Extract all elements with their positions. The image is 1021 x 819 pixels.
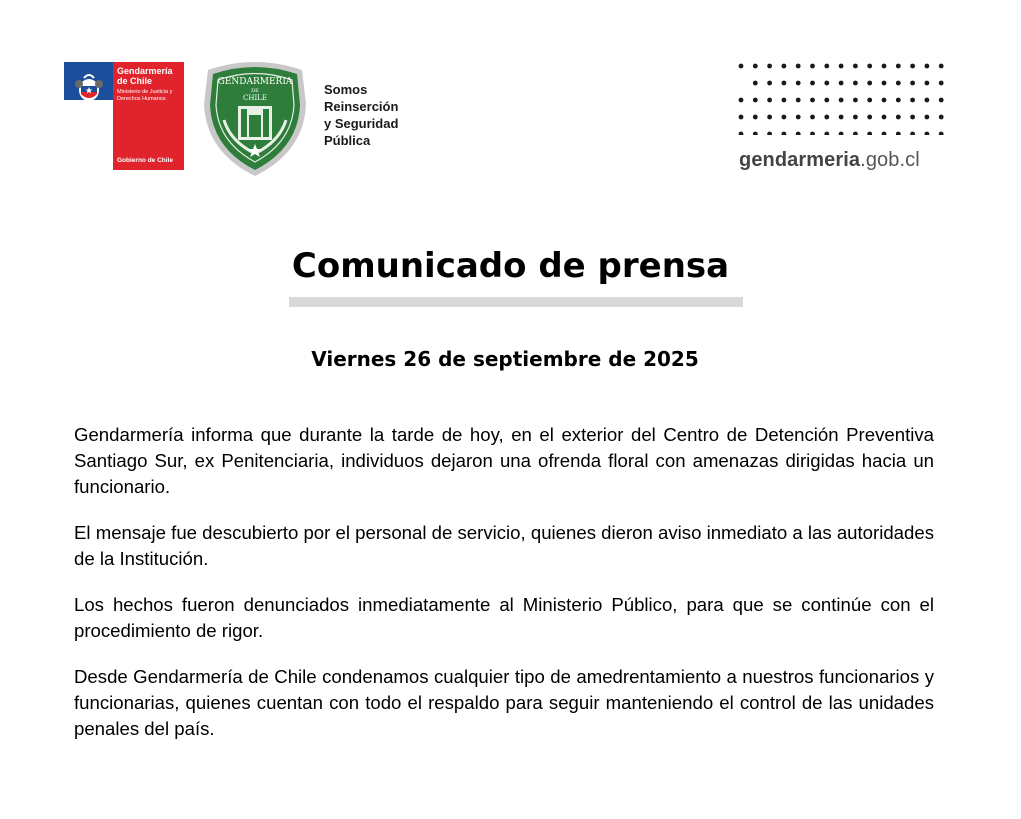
- press-body: [74, 422, 934, 762]
- chile-coat-of-arms-icon: [68, 66, 110, 106]
- gov-logo-name: Gendarmería de Chile: [117, 66, 173, 86]
- title-underline: [289, 297, 743, 307]
- gov-logo-ministry: Ministerio de Justicia y Derechos Humanos: [117, 89, 173, 102]
- press-date: Viernes 26 de septiembre de 2025: [311, 347, 699, 371]
- paragraph: Gendarmería informa que durante la tarde de hoy, en el exterior del Centro de Detención Preventiva Santiago Sur, ex Penitenciaria, individuos dejaron una ofrenda floral con amenazas dirigidas hacia un funcionario.: [74, 424, 934, 497]
- slogan: Somos Reinserción y Seguridad Pública: [324, 82, 399, 148]
- site-name: gendarmeria.gob.cl: [739, 149, 920, 171]
- dot-grid-logo: [738, 63, 944, 135]
- gov-logo-government: Gobierno de Chile: [117, 157, 173, 164]
- gendarmeria-badge-logo: [200, 60, 310, 178]
- paragraph: Los hechos fueron denunciados inmediatamente al Ministerio Público, para que se continúe con el procedimiento de rigor.: [74, 594, 934, 641]
- svg-text:GENDARMERIA: GENDARMERIA: [217, 77, 293, 87]
- paragraph: Desde Gendarmería de Chile condenamos cualquier tipo de amedrentamiento a nuestros funcionarios y funcionarias, quienes cuentan con todo el respaldo para seguir manteniendo el control de las unidades penales del país.: [74, 666, 934, 739]
- page-title: Comunicado de prensa: [291, 246, 730, 286]
- svg-text:DE: DE: [251, 88, 259, 94]
- paragraph: El mensaje fue descubierto por el personal de servicio, quienes dieron aviso inmediato a las autoridades de la Institución.: [74, 522, 934, 569]
- svg-text:CHILE: CHILE: [243, 94, 267, 102]
- gobierno-de-chile-logo: [64, 62, 184, 170]
